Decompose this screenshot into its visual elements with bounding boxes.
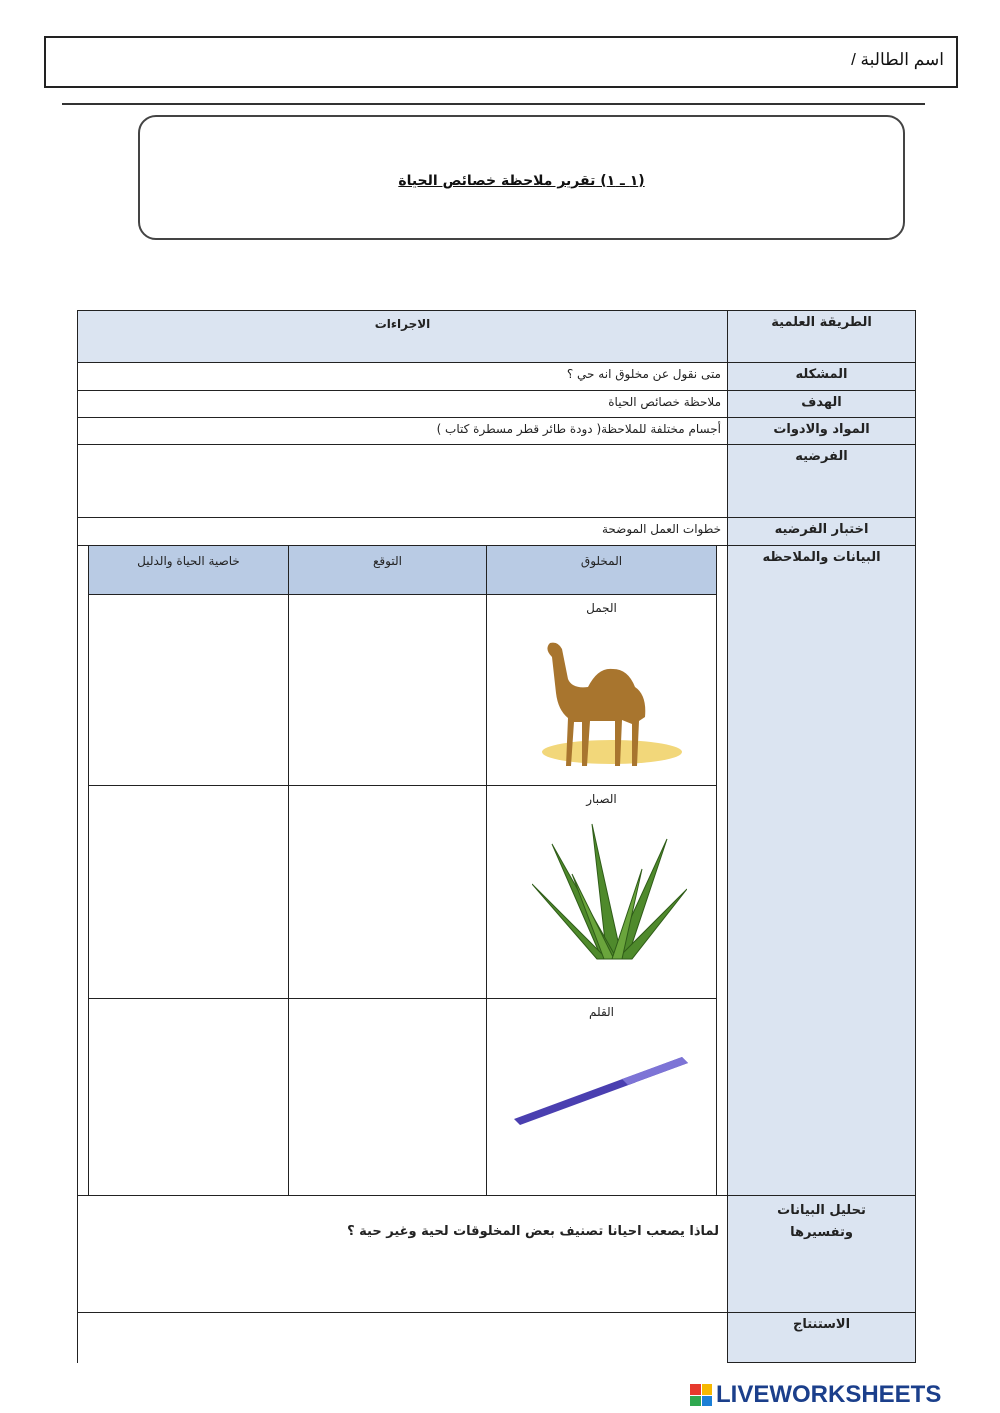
organism-name: الصبار <box>586 792 617 806</box>
worksheet-title: (١ ـ ١) تقرير ملاحظة خصائص الحياة <box>398 173 645 189</box>
analysis-area[interactable] <box>77 1195 728 1313</box>
col-prediction: التوقع <box>288 545 487 595</box>
analysis-question: لماذا يصعب احيانا تصنيف بعض المخلوقات لحية وغير حية ؟ <box>347 1224 719 1239</box>
organism-name: الجمل <box>586 601 617 615</box>
camel-image <box>512 627 692 767</box>
organism-cell-aloe <box>486 785 717 999</box>
student-name-field[interactable] <box>44 36 958 88</box>
hypothesis-test-label: اختبار الفرضيه <box>727 517 916 546</box>
pen-image <box>512 1049 692 1129</box>
logo-icon <box>690 1384 712 1406</box>
col-organism: المخلوق <box>486 545 717 595</box>
problem-label: المشكله <box>727 362 916 391</box>
logo-text: LIVEWORKSHEETS <box>716 1381 942 1408</box>
divider <box>62 103 925 105</box>
problem-value: متى نقول عن مخلوق انه حي ؟ <box>77 362 728 391</box>
prediction-input[interactable] <box>288 785 487 999</box>
goal-label: الهدف <box>727 390 916 418</box>
materials-value: أجسام مختلفة للملاحظة( دودة طائر قطر مسطرة كتاب ) <box>77 417 728 445</box>
aloe-plant-image <box>532 814 687 964</box>
hypothesis-input[interactable] <box>77 444 728 518</box>
col-life-property: خاصية الحياة والدليل <box>88 545 289 595</box>
organism-name: القلم <box>588 1005 615 1019</box>
materials-label: المواد والادوات <box>727 417 916 445</box>
organism-cell-camel <box>486 594 717 786</box>
prediction-input[interactable] <box>288 594 487 786</box>
life-property-input[interactable] <box>88 594 289 786</box>
goal-value: ملاحظة خصائص الحياة <box>77 390 728 418</box>
hypothesis-test-value: خطوات العمل الموضحة <box>77 517 728 546</box>
analysis-label: تحليل البيانات وتفسيرها <box>727 1195 916 1313</box>
organism-cell-pen <box>486 998 717 1196</box>
life-property-input[interactable] <box>88 785 289 999</box>
hypothesis-label: الفرضيه <box>727 444 916 518</box>
prediction-input[interactable] <box>288 998 487 1196</box>
data-observation-label: البيانات والملاحظه <box>727 545 916 1196</box>
title-box <box>138 115 905 240</box>
liveworksheets-logo <box>690 1380 995 1410</box>
life-property-input[interactable] <box>88 998 289 1196</box>
procedures-header: الاجراءات <box>77 310 728 363</box>
scientific-method-header: الطريقة العلمية <box>727 310 916 363</box>
conclusion-label: الاستنتاج <box>727 1312 916 1363</box>
student-name-label: اسم الطالبة / <box>851 50 944 69</box>
conclusion-input[interactable] <box>77 1312 728 1363</box>
